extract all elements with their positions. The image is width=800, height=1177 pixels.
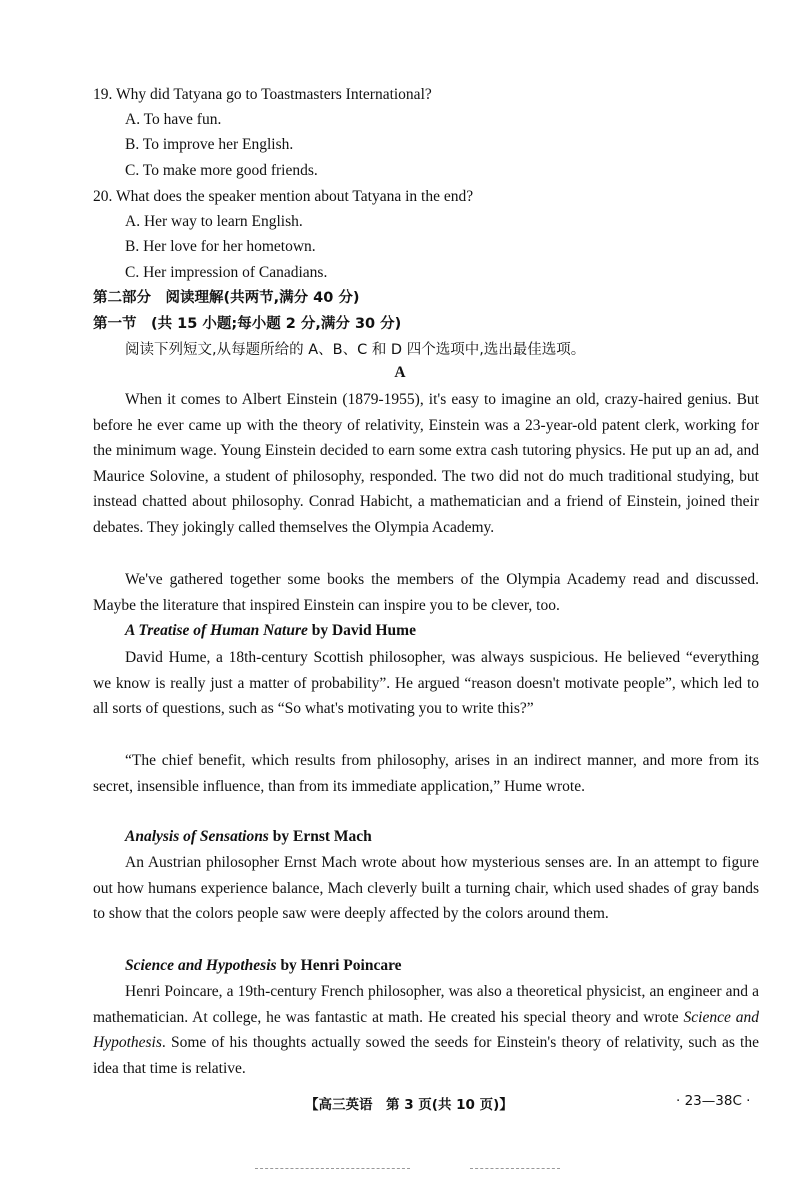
book-title-hume: A Treatise of Human Nature (125, 622, 308, 639)
paragraph-hume: David Hume, a 18th-century Scottish philosopher, was always suspicious. He believed “everything we know is really just a matter of probability”. He argued “reason doesn't motivate people”, which led to all sorts of questions, such as “So what's motivating you to write this?” (93, 649, 759, 718)
paragraph-poincare-italic: Science and Hypothesis (93, 1008, 759, 1052)
paragraph-poincare-a: Henri Poincare, a 19th-century French philosopher, was also a theoretical physicist, an engineer and a mathematician. At college, he was fantastic at math. He created his special theory and wrote (93, 983, 759, 1026)
question-20-stem: 20. What does the speaker mention about Tatyana in the end? (93, 188, 474, 205)
book-title-mach: Analysis of Sensations (125, 828, 269, 845)
question-19-stem: 19. Why did Tatyana go to Toastmasters International? (93, 86, 432, 103)
question-20-option-b: B. Her love for her hometown. (125, 238, 316, 255)
book-heading-hume (125, 620, 416, 642)
paragraph-books-intro: We've gathered together some books the members of the Olympia Academy read and discussed. Maybe the literature that inspired Einstein can inspire you to be clever, too. (93, 571, 759, 614)
paragraph-poincare-b: . Some of his thoughts actually sowed the seeds for Einstein's theory of relativity, such as the idea that time is relative. (93, 1034, 759, 1077)
book-author-poincare: by Henri Poincare (276, 957, 402, 974)
paragraph-poincare (93, 979, 759, 1081)
paragraph-mach: An Austrian philosopher Ernst Mach wrote about how mysterious senses are. In an attempt to figure out how humans experience balance, Mach cleverly built a turning chair, which used shades of gray bands to show that the colors people saw were deeply affected by the colors around them. (93, 854, 759, 923)
book-heading-mach (125, 826, 372, 848)
bottom-divider-left (255, 1168, 410, 1169)
question-19-option-a: A. To have fun. (125, 111, 222, 128)
book-title-poincare: Science and Hypothesis (125, 957, 277, 974)
question-20-option-c: C. Her impression of Canadians. (125, 264, 328, 281)
book-heading-poincare (125, 955, 402, 977)
paragraph-hume-quote: “The chief benefit, which results from philosophy, arises in an indirect manner, and more from its secret, insensible influence, than from its immediate application,” Hume wrote. (93, 752, 759, 795)
bottom-divider-right (470, 1168, 560, 1169)
part-heading: 第二部分 阅读理解(共两节,满分 40 分) (93, 290, 360, 306)
instruction: 阅读下列短文,从每题所给的 A、B、C 和 D 四个选项中,选出最佳选项。 (125, 342, 586, 358)
paragraph-intro: When it comes to Albert Einstein (1879-1955), it's easy to imagine an old, crazy-haired genius. But before he ever came up with the theory of relativity, Einstein was a 23-year-old patent clerk, working for the minimum wage. Young Einstein decided to earn some extra cash tutoring physics. He put up an ad, and Maurice Solovine, a student of philosophy, responded. The two did not do much traditional studying, but instead chatted about philosophy. Conrad Habicht, a mathematician and a friend of Einstein, joined their debates. They jokingly called themselves the Olympia Academy. (93, 391, 759, 536)
footer-code: · 23—38C · (676, 1093, 751, 1109)
question-20-option-a: A. Her way to learn English. (125, 213, 303, 230)
book-author-hume: by David Hume (307, 622, 416, 639)
footer-page-label: 【高三英语 第 3 页(共 10 页)】 (305, 1097, 513, 1113)
section-heading: 第一节 (共 15 小题;每小题 2 分,满分 30 分) (93, 316, 402, 332)
book-author-mach: by Ernst Mach (268, 828, 372, 845)
question-19-option-b: B. To improve her English. (125, 136, 294, 153)
passage-label: A (394, 364, 406, 381)
question-19-option-c: C. To make more good friends. (125, 162, 318, 179)
